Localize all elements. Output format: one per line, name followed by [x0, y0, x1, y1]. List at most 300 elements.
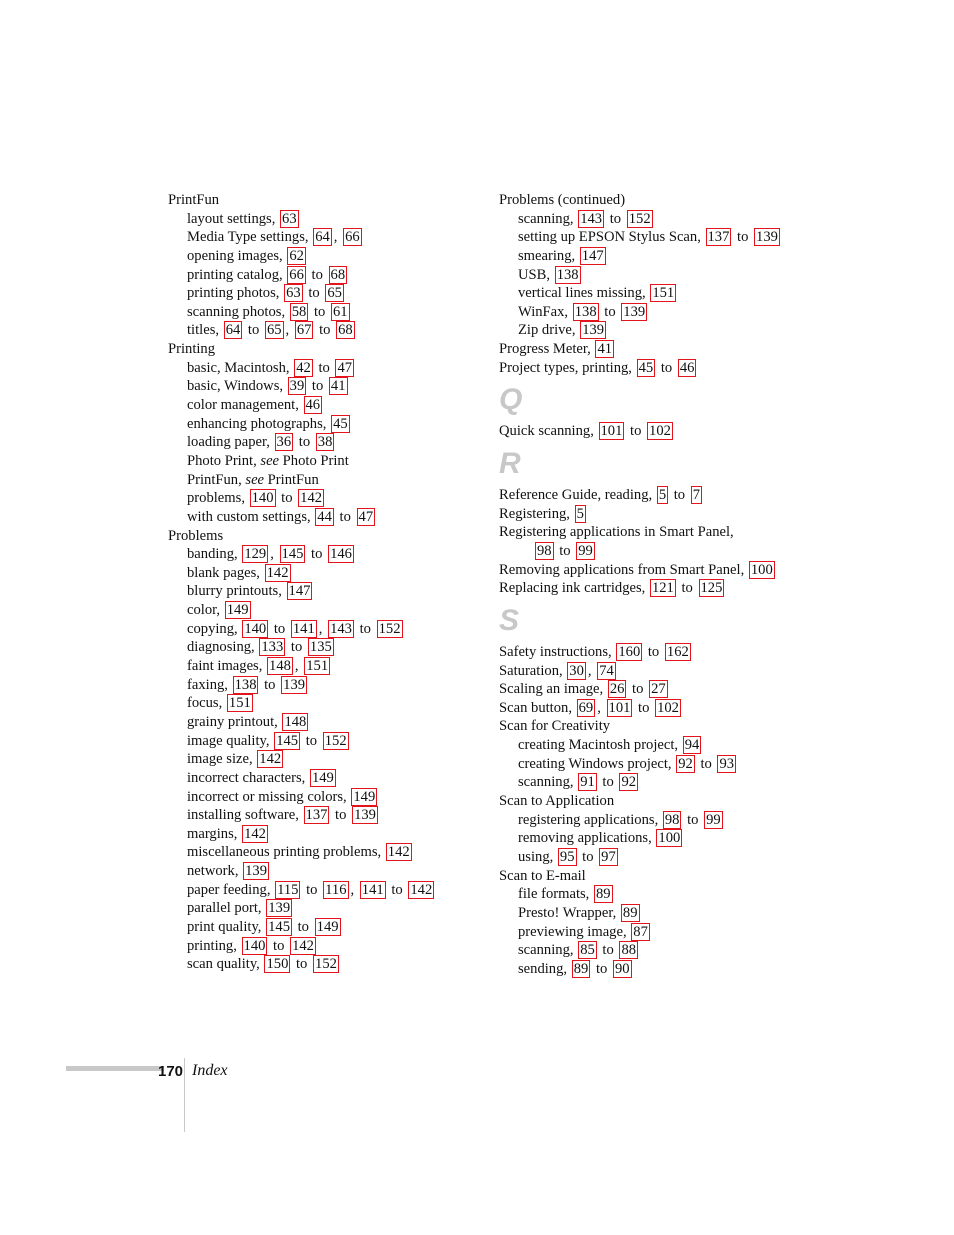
index-entry	[499, 340, 799, 359]
page-link[interactable]: 98	[537, 542, 552, 559]
page-link[interactable]: 36	[276, 434, 292, 451]
index-term: registering applications,	[518, 811, 662, 828]
index-subentry	[168, 564, 468, 583]
index-term: scanning,	[518, 942, 578, 959]
page-link[interactable]: 7	[692, 487, 701, 504]
range-separator: ,	[333, 229, 342, 246]
index-term: layout settings,	[187, 210, 280, 227]
page-link[interactable]: 152	[315, 956, 337, 973]
index-subentry	[168, 545, 468, 564]
index-subentry	[168, 657, 468, 676]
page-link[interactable]: 100	[750, 561, 773, 578]
page-link[interactable]: 30	[569, 662, 584, 679]
page-link[interactable]: 148	[284, 713, 307, 730]
page-link[interactable]: 97	[601, 848, 616, 865]
index-subentry	[499, 941, 799, 960]
index-subentry	[168, 620, 468, 639]
page-link[interactable]: 149	[311, 769, 334, 786]
index-subentry	[499, 210, 799, 229]
range-separator: to	[677, 580, 697, 597]
page-link[interactable]: 151	[306, 658, 329, 675]
page-link[interactable]: 69	[578, 699, 594, 716]
index-subentry	[168, 676, 468, 695]
index-term: setting up EPSON Stylus Scan,	[518, 229, 705, 246]
page-link[interactable]: 138	[556, 266, 579, 283]
index-term: scanning,	[518, 210, 578, 227]
page-link[interactable]: 98	[664, 811, 680, 828]
page-link[interactable]: 150	[266, 956, 289, 973]
page-link[interactable]: 147	[581, 247, 604, 264]
range-separator: to	[355, 620, 375, 637]
index-subentry	[499, 848, 799, 867]
page-link[interactable]: 45	[333, 415, 348, 432]
range-separator: to	[578, 848, 598, 865]
range-separator: to	[555, 542, 575, 559]
index-term: Scan to E-mail	[499, 867, 586, 884]
index-subentry	[499, 303, 799, 322]
index-subentry	[499, 228, 799, 247]
index-term: image quality,	[187, 732, 274, 749]
range-separator: to	[670, 487, 689, 504]
see-target: Photo Print	[279, 452, 349, 469]
index-term: titles,	[187, 322, 223, 339]
index-entry	[499, 422, 799, 441]
page-link[interactable]: 149	[316, 918, 339, 935]
page-link[interactable]: 46	[679, 359, 695, 376]
index-entry	[499, 359, 799, 378]
index-term: grainy printout,	[187, 713, 282, 730]
page-link[interactable]: 67	[296, 322, 312, 339]
range-separator: to	[314, 359, 334, 376]
index-term: miscellaneous printing problems,	[187, 844, 385, 861]
page-link[interactable]: 115	[277, 881, 299, 898]
index-term: image size,	[187, 751, 257, 768]
index-term: Registering applications in Smart Panel,	[499, 524, 734, 541]
page-link[interactable]: 143	[330, 620, 352, 637]
index-entry	[499, 680, 799, 699]
index-entry	[499, 523, 799, 542]
index-subentry	[499, 811, 799, 830]
range-separator: to	[310, 303, 329, 320]
range-separator: ,	[270, 546, 278, 563]
index-term: Quick scanning,	[499, 423, 598, 440]
page-link[interactable]: 148	[269, 658, 291, 675]
index-entry	[499, 579, 799, 598]
page-link[interactable]: 47	[337, 359, 353, 376]
page-link[interactable]: 152	[378, 620, 401, 637]
index-subentry	[168, 415, 468, 434]
index-subentry	[168, 750, 468, 769]
index-entry	[499, 505, 799, 524]
range-separator: to	[657, 359, 676, 376]
index-term: scanning,	[518, 774, 578, 791]
page-link[interactable]: 135	[309, 639, 332, 656]
page-link[interactable]: 129	[244, 546, 267, 563]
index-subentry	[168, 918, 468, 937]
page-link[interactable]: 142	[292, 937, 314, 954]
page-link[interactable]: 41	[597, 341, 613, 358]
range-separator: to	[628, 681, 648, 698]
page-link[interactable]: 139	[756, 229, 778, 246]
page-link[interactable]: 88	[621, 942, 637, 959]
page-link[interactable]: 145	[281, 546, 304, 563]
page-link[interactable]: 63	[282, 210, 297, 227]
index-subentry	[499, 960, 799, 979]
range-separator: to	[302, 881, 322, 898]
range-separator: ,	[350, 881, 358, 898]
index-subentry	[499, 284, 799, 303]
page-link[interactable]: 149	[226, 602, 249, 619]
range-separator: to	[683, 811, 703, 828]
index-term: paper feeding,	[187, 881, 275, 898]
index-subentry	[499, 923, 799, 942]
page-link[interactable]: 85	[580, 942, 595, 959]
page-link[interactable]: 140	[243, 937, 266, 954]
page-link[interactable]: 151	[652, 285, 675, 302]
index-subentry	[168, 247, 468, 266]
index-term: basic, Macintosh,	[187, 359, 294, 376]
index-subentry	[499, 266, 799, 285]
page-link[interactable]: 89	[622, 904, 638, 921]
range-separator: to	[315, 322, 335, 339]
index-subentry	[168, 489, 468, 508]
page-link[interactable]: 137	[707, 229, 730, 246]
see-reference: see	[260, 452, 280, 469]
range-separator: to	[598, 942, 618, 959]
index-subentry	[168, 284, 468, 303]
index-subentry	[499, 542, 799, 561]
index-term: scan quality,	[187, 956, 264, 973]
index-entry	[499, 643, 799, 662]
index-term: previewing image,	[518, 923, 631, 940]
index-subentry	[168, 806, 468, 825]
range-separator: to	[600, 303, 620, 320]
page-link[interactable]: 74	[599, 662, 614, 679]
index-term: using,	[518, 848, 557, 865]
index-term: smearing,	[518, 247, 579, 264]
page-link[interactable]: 58	[291, 303, 307, 320]
range-separator: ,	[318, 620, 327, 637]
page-link[interactable]: 140	[251, 490, 274, 507]
index-subentry	[168, 881, 468, 900]
footer-rule	[66, 1066, 164, 1071]
page-link[interactable]: 94	[684, 737, 700, 754]
index-term: file formats,	[518, 886, 593, 903]
page-link[interactable]: 42	[296, 359, 311, 376]
page-link[interactable]: 68	[330, 266, 346, 283]
index-term: incorrect or missing colors,	[187, 788, 351, 805]
page-link[interactable]: 66	[289, 266, 304, 283]
index-term: vertical lines missing,	[518, 285, 650, 302]
index-term: Printing	[168, 341, 216, 358]
index-subentry	[168, 843, 468, 862]
page-link[interactable]: 139	[283, 676, 306, 693]
page-link[interactable]: 27	[651, 681, 666, 698]
index-subentry	[168, 788, 468, 807]
page-link[interactable]: 93	[719, 755, 735, 772]
index-subentry	[499, 829, 799, 848]
page-link[interactable]: 139	[268, 900, 291, 917]
index-subentry	[168, 825, 468, 844]
index-term: copying,	[187, 620, 242, 637]
index-subentry	[168, 359, 468, 378]
page-link[interactable]: 44	[317, 508, 332, 525]
page-link[interactable]: 95	[559, 848, 575, 865]
page-link[interactable]: 63	[286, 285, 301, 302]
index-term: sending,	[518, 960, 571, 977]
page-link[interactable]: 162	[666, 643, 689, 660]
index-term: Problems (continued)	[499, 192, 626, 208]
index-term: with custom settings,	[187, 508, 315, 525]
range-separator: ,	[285, 322, 293, 339]
index-term: blank pages,	[187, 564, 264, 581]
page-link[interactable]: 47	[358, 508, 374, 525]
index-subentry	[168, 396, 468, 415]
page-link[interactable]: 145	[268, 918, 290, 935]
index-subentry	[168, 937, 468, 956]
index-entry	[499, 662, 799, 681]
index-subentry	[168, 266, 468, 285]
page-link[interactable]: 160	[618, 643, 641, 660]
page-link[interactable]: 139	[582, 322, 605, 339]
page-link[interactable]: 139	[245, 863, 268, 880]
index-entry	[499, 867, 799, 886]
index-subentry	[499, 247, 799, 266]
index-term: Scan to Application	[499, 793, 615, 810]
page-link[interactable]: 26	[609, 681, 625, 698]
index-entry	[168, 340, 468, 359]
index-subentry	[168, 582, 468, 601]
index-term: Reference Guide, reading,	[499, 487, 656, 504]
index-column-left	[168, 191, 468, 974]
page-link[interactable]: 137	[305, 807, 328, 824]
page-link[interactable]: 141	[361, 881, 384, 898]
range-separator: to	[287, 639, 306, 656]
index-subentry	[168, 601, 468, 620]
index-letter-heading: Q	[499, 383, 523, 417]
index-term: opening images,	[187, 247, 287, 264]
page-link[interactable]: 39	[289, 378, 305, 395]
range-separator: to	[302, 732, 321, 749]
page-link[interactable]: 121	[651, 580, 674, 597]
index-subentry	[168, 713, 468, 732]
page-link[interactable]: 142	[300, 490, 323, 507]
page-link[interactable]: 139	[354, 807, 376, 824]
index-term: printing catalog,	[187, 266, 287, 283]
page-link[interactable]: 141	[292, 620, 315, 637]
page-link[interactable]: 99	[578, 542, 593, 559]
page-link[interactable]: 64	[315, 229, 330, 246]
index-term: Project types, printing,	[499, 359, 636, 376]
index-term: banding,	[187, 546, 242, 563]
page-link[interactable]: 65	[327, 285, 342, 302]
page-link[interactable]: 143	[580, 210, 603, 227]
page-link[interactable]: 133	[261, 639, 284, 656]
page-link[interactable]: 152	[628, 210, 651, 227]
page-link[interactable]: 41	[330, 378, 346, 395]
index-term: printing photos,	[187, 285, 284, 302]
index-term: enhancing photographs,	[187, 415, 331, 432]
index-subentry	[499, 904, 799, 923]
page-link[interactable]: 46	[305, 397, 321, 414]
index-term: Scan for Creativity	[499, 718, 611, 735]
index-letter-heading: S	[499, 603, 520, 637]
page-link[interactable]: 64	[225, 322, 241, 339]
index-entry	[499, 717, 799, 736]
range-separator: to	[244, 322, 263, 339]
range-separator: to	[293, 918, 313, 935]
index-letter-heading: R	[499, 447, 521, 481]
index-term: focus,	[187, 695, 226, 712]
page-link[interactable]: 61	[333, 303, 348, 320]
page-link[interactable]: 92	[621, 774, 637, 791]
page-link[interactable]: 91	[580, 774, 595, 791]
index-subentry	[499, 885, 799, 904]
index-term: removing applications,	[518, 830, 656, 847]
index-term: WinFax,	[518, 303, 572, 320]
index-term: faxing,	[187, 676, 232, 693]
index-term: creating Windows project,	[518, 755, 676, 772]
page-number: 170	[158, 1063, 184, 1080]
range-separator: to	[277, 490, 297, 507]
index-term: Media Type settings,	[187, 229, 313, 246]
range-separator: to	[634, 699, 654, 716]
range-separator: to	[307, 546, 327, 563]
index-subentry	[168, 899, 468, 918]
page-link[interactable]: 92	[678, 755, 693, 772]
page-link[interactable]: 146	[330, 546, 352, 563]
range-separator: to	[308, 378, 327, 395]
range-separator: to	[292, 956, 312, 973]
index-subentry	[499, 755, 799, 774]
page-link[interactable]: 66	[345, 229, 360, 246]
range-separator: to	[307, 266, 327, 283]
page-link[interactable]: 38	[317, 434, 333, 451]
page-link[interactable]: 139	[623, 303, 646, 320]
index-term: basic, Windows,	[187, 378, 287, 395]
page-link[interactable]: 149	[353, 788, 376, 805]
index-term: scanning photos,	[187, 303, 289, 320]
page-link[interactable]: 100	[658, 830, 681, 847]
page-link[interactable]: 102	[657, 699, 679, 716]
index-term: installing software,	[187, 807, 303, 824]
range-separator: to	[626, 423, 646, 440]
page-link[interactable]: 68	[338, 322, 353, 339]
page-link[interactable]: 151	[228, 695, 251, 712]
page-link[interactable]: 65	[266, 322, 282, 339]
index-term: problems,	[187, 490, 249, 507]
range-separator: to	[335, 508, 355, 525]
page-link[interactable]: 5	[576, 505, 584, 522]
index-term: Scaling an image,	[499, 681, 607, 698]
index-subentry	[168, 228, 468, 247]
page-link[interactable]: 125	[700, 580, 723, 597]
page-link[interactable]: 102	[649, 423, 671, 440]
page-link[interactable]: 45	[638, 359, 654, 376]
page-link[interactable]: 89	[595, 886, 611, 903]
page-link[interactable]: 147	[288, 583, 311, 600]
page-link[interactable]: 142	[266, 564, 289, 581]
index-term: parallel port,	[187, 900, 266, 917]
page-link[interactable]: 116	[325, 881, 347, 898]
index-entry	[499, 699, 799, 718]
range-separator: to	[295, 434, 314, 451]
index-entry	[499, 486, 799, 505]
range-separator: to	[331, 807, 351, 824]
index-subentry	[168, 303, 468, 322]
page-link[interactable]: 142	[410, 881, 433, 898]
index-subentry	[168, 508, 468, 527]
range-separator: ,	[597, 699, 605, 716]
range-separator: to	[269, 937, 289, 954]
page-link[interactable]: 90	[614, 960, 630, 977]
index-term: Removing applications from Smart Panel,	[499, 561, 748, 578]
index-term: Progress Meter,	[499, 341, 595, 358]
index-term: incorrect characters,	[187, 769, 309, 786]
page-link[interactable]: 87	[633, 923, 648, 940]
index-term: Photo Print,	[187, 452, 261, 469]
index-subentry	[168, 452, 468, 471]
index-subentry	[499, 321, 799, 340]
index-subentry	[168, 433, 468, 452]
index-term: Replacing ink cartridges,	[499, 580, 649, 597]
index-term: Presto! Wrapper,	[518, 904, 620, 921]
index-subentry	[168, 638, 468, 657]
page-link[interactable]: 89	[573, 960, 589, 977]
page-link[interactable]: 138	[574, 303, 597, 320]
page-link[interactable]: 62	[289, 247, 304, 264]
range-separator: to	[304, 285, 324, 302]
page-link[interactable]: 5	[658, 487, 667, 504]
page-link[interactable]: 145	[276, 732, 299, 749]
page-link[interactable]: 142	[259, 751, 282, 768]
page-link[interactable]: 152	[324, 732, 347, 749]
page-link[interactable]: 138	[234, 676, 257, 693]
index-subentry	[168, 862, 468, 881]
range-separator: to	[387, 881, 407, 898]
index-term: Safety instructions,	[499, 643, 616, 660]
page-section-title: Index	[192, 1062, 228, 1079]
index-term: PrintFun	[168, 192, 220, 208]
range-separator: to	[592, 960, 611, 977]
footer-divider	[184, 1058, 185, 1132]
page-link[interactable]: 140	[244, 620, 267, 637]
index-subentry	[499, 773, 799, 792]
page-link[interactable]: 101	[600, 423, 623, 440]
index-entry	[499, 561, 799, 580]
index-term: loading paper,	[187, 434, 274, 451]
page-link[interactable]: 99	[706, 811, 721, 828]
range-separator: to	[606, 210, 625, 227]
page-link[interactable]: 142	[244, 825, 266, 842]
range-separator: to	[733, 229, 753, 246]
index-term: Problems	[168, 527, 224, 544]
index-term: Saturation,	[499, 662, 567, 679]
index-term: printing,	[187, 937, 241, 954]
index-term: Scan button,	[499, 699, 576, 716]
range-separator: to	[696, 755, 716, 772]
index-subentry	[168, 732, 468, 751]
index-term: creating Macintosh project,	[518, 737, 682, 754]
range-separator: to	[270, 620, 289, 637]
page-link[interactable]: 101	[608, 699, 631, 716]
index-term: margins,	[187, 825, 242, 842]
index-subentry	[168, 769, 468, 788]
index-term: print quality,	[187, 918, 266, 935]
index-term: faint images,	[187, 658, 267, 675]
index-subentry	[168, 694, 468, 713]
page-link[interactable]: 142	[387, 844, 410, 861]
